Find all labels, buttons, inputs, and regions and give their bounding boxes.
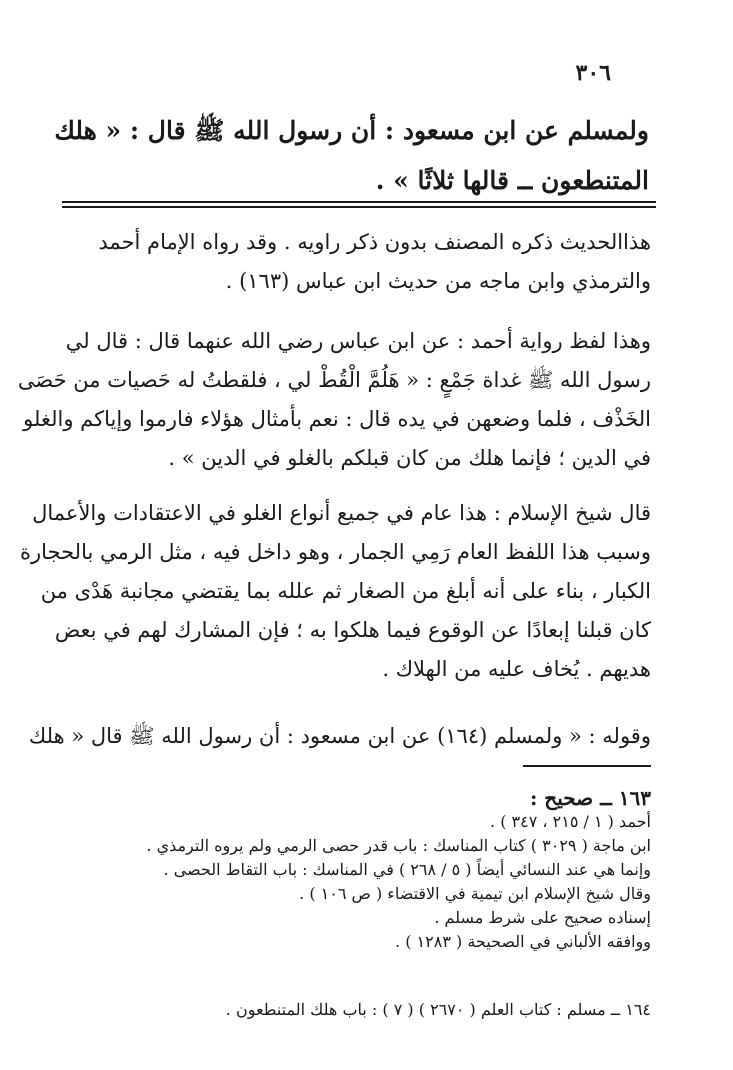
- hadith-text: [54, 106, 649, 206]
- page-number: ٣٠٦: [575, 60, 611, 86]
- footnote-163: [51, 786, 651, 954]
- commentary-line: هديهم . يُخاف عليه من الهلاك .: [382, 657, 651, 681]
- hadith-line: ولمسلم عن ابن مسعود : أن رسول الله ﷺ قال : « هلك: [54, 116, 649, 145]
- footnote-line: ابن ماجة ( ٣٠٢٩ ) كتاب المناسك : باب قدر حصى الرمي ولم يروه الترمذي .: [146, 836, 651, 855]
- commentary-paragraph-3: [20, 494, 651, 689]
- commentary-paragraph-4: [28, 717, 651, 756]
- hadith-line: المتنطعون ــ قالها ثلاثًا » .: [375, 166, 649, 195]
- footnote-line: ١٦٤ ــ مسلم : كتاب العلم ( ٢٦٧٠ ) ( ٧ ) : باب هلك المتنطعون .: [225, 1000, 651, 1019]
- commentary-line: وسبب هذا اللفظ العام رَمِي الجمار ، وهو داخل فيه ، مثل الرمي بالحجارة: [20, 540, 651, 564]
- separator-rule-bottom: [62, 206, 656, 208]
- footnote-line: إسناده صحيح على شرط مسلم .: [434, 908, 651, 927]
- commentary-paragraph-1: [61, 223, 651, 301]
- commentary-line: وهذا لفظ رواية أحمد : عن ابن عباس رضي الله عنهما قال : قال لي: [65, 329, 651, 353]
- commentary-line: والترمذي وابن ماجه من حديث ابن عباس (١٦٣) .: [225, 269, 651, 293]
- commentary-line: في الدين ؛ فإنما هلك من كان قبلكم بالغلو في الدين » .: [168, 446, 651, 470]
- footnote-line: وإنما هي عند النسائي أيضاً ( ٥ / ٢٦٨ ) في المناسك : باب التقاط الحصى .: [163, 860, 651, 879]
- commentary-line: كان قبلنا إبعادًا عن الوقوع فيما هلكوا به ؛ فإن المشارك لهم في بعض: [54, 618, 651, 642]
- commentary-line: قال شيخ الإسلام : هذا عام في جميع أنواع الغلو في الاعتقادات والأعمال: [32, 501, 651, 525]
- footnote-line: ووافقه الألباني في الصحيحة ( ١٢٨٣ ) .: [395, 932, 651, 951]
- footnote-heading: ١٦٣ ــ صحيح :: [529, 786, 651, 810]
- commentary-line: رسول الله ﷺ غداة جَمْعٍ : « هَلُمَّ الْقُطْ لي ، فلقطتُ له حَصيات من حَصَى: [17, 368, 651, 392]
- commentary-line: هذاالحديث ذكره المصنف بدون ذكر راويه . وقد رواه الإمام أحمد: [98, 230, 651, 254]
- footnote-line: أحمد ( ١ / ٢١٥ ، ٣٤٧ ) .: [490, 812, 651, 831]
- footnote-line: وقال شيخ الإسلام ابن تيمية في الاقتضاء ( ص ١٠٦ ) .: [299, 884, 651, 903]
- commentary-line: الكبار ، بناء على أنه أبلغ من الصغار ثم علله بما يقتضي مجانبة هَدْى من: [40, 579, 651, 603]
- footnote-164: [51, 998, 651, 1022]
- commentary-line: وقوله : « ولمسلم (١٦٤) عن ابن مسعود : أن رسول الله ﷺ قال « هلك: [28, 724, 651, 748]
- separator-rule-top: [62, 201, 656, 203]
- commentary-paragraph-2: [17, 322, 651, 478]
- commentary-line: الخَذْف ، فلما وضعهن في يده قال : نعم بأمثال هؤلاء فارموا وإياكم والغلو: [23, 407, 651, 431]
- footnote-separator: [523, 765, 651, 767]
